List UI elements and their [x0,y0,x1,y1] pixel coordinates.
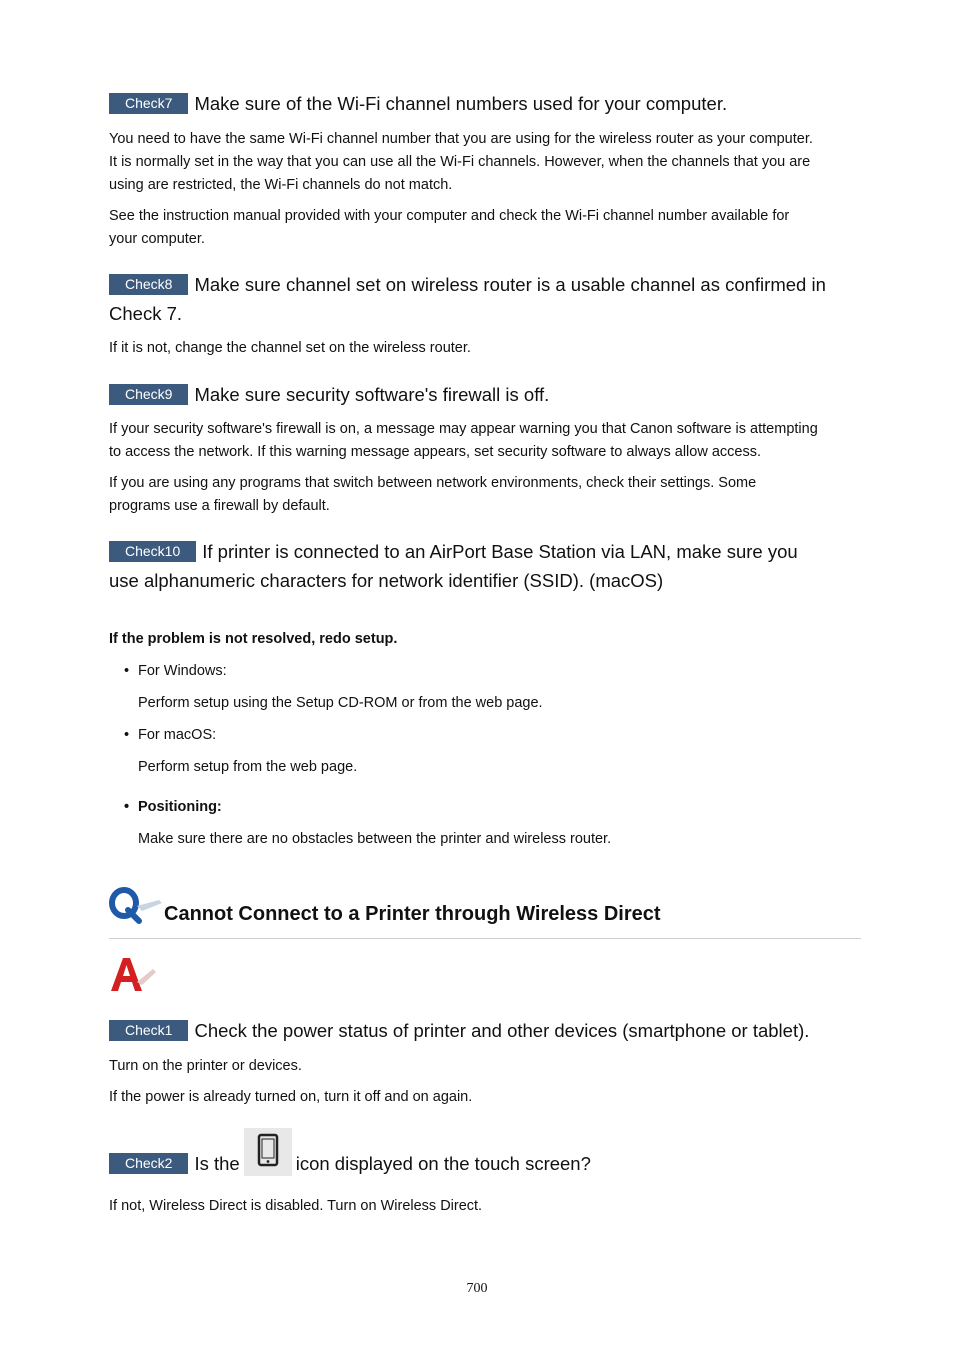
list-item-label: For Windows: [138,663,227,679]
list-item-positioning [124,796,222,818]
check9-p2-line-2: programs use a firewall by default. [109,498,330,514]
check7-badge: Check7 [109,93,188,114]
check7-p1-line-3: using are restricted, the Wi-Fi channels do not match. [109,177,453,193]
check9-heading [109,380,861,409]
bullet-dot: • [124,799,130,815]
list-item-positioning-text: Make sure there are no obstacles between the printer and wireless router. [138,831,612,847]
check7-p1-line-1: You need to have the same Wi-Fi channel number that you are using for the wireless router as your computer. [109,131,813,147]
check7-paragraph-2 [109,205,861,251]
check9-p1-line-2: to access the network. If this warning message appears, set security software to always allow access. [109,444,761,460]
check7-heading-text: Make sure of the Wi-Fi channel numbers used for your computer. [194,93,728,114]
check8-paragraph: If it is not, change the channel set on the wireless router. [109,340,471,356]
check10-badge: Check10 [109,541,196,562]
answer-check1-heading-text: Check the power status of printer and other devices (smartphone or tablet). [194,1020,810,1041]
answer-check1-paragraph-2: If the power is already turned on, turn it off and on again. [109,1089,473,1105]
list-item-label: Positioning: [138,799,222,815]
check9-p2-line-1: If you are using any programs that switch between network environments, check their settings. Some [109,475,757,491]
bullet-dot: • [124,727,130,743]
list-item-macos-text: Perform setup from the web page. [138,759,358,775]
smartphone-icon [244,1128,292,1176]
question-divider [109,938,861,939]
check8-heading-line-2: Check 7. [109,303,183,324]
check7-p1-line-2: It is normally set in the way that you can use all the Wi-Fi channels. However, when the channels that you are [109,154,811,170]
answer-check1-paragraph-1: Turn on the printer or devices. [109,1058,302,1074]
check10-heading-line-2: use alphanumeric characters for network identifier (SSID). (macOS) [109,570,664,591]
answer-check1-heading [109,1016,861,1045]
answer-check2-heading-post: icon displayed on the touch screen? [295,1153,591,1174]
check9-badge: Check9 [109,384,188,405]
check10-heading-line-1: If printer is connected to an AirPort Base Station via LAN, make sure you [202,541,798,562]
answer-check2-heading [109,1128,861,1188]
answer-check2-badge: Check2 [109,1153,188,1174]
check10-heading [109,537,861,595]
answer-check2-heading-pre: Is the [194,1153,240,1174]
list-item-macos [124,724,216,746]
list-item-windows [124,660,227,682]
check9-heading-text: Make sure security software's firewall is off. [194,384,550,405]
a-icon [109,954,159,994]
answer-check1-badge: Check1 [109,1020,188,1041]
check7-paragraph-1 [109,128,861,197]
check8-badge: Check8 [109,274,188,295]
check8-heading-line-1: Make sure channel set on wireless router is a usable channel as confirmed in [194,274,826,295]
check8-heading [109,270,861,328]
page-number: 700 [466,1281,488,1296]
answer-check2-paragraph: If not, Wireless Direct is disabled. Turn on Wireless Direct. [109,1198,483,1214]
redo-setup-title: If the problem is not resolved, redo setup. [109,631,398,647]
bullet-dot: • [124,663,130,679]
check7-p2-line-2: your computer. [109,231,205,247]
list-item-label: For macOS: [138,727,217,743]
check9-paragraph-2 [109,472,861,518]
list-item-windows-text: Perform setup using the Setup CD-ROM or from the web page. [138,695,543,711]
question-header [109,884,861,924]
question-title: Cannot Connect to a Printer through Wireless Direct [164,903,661,925]
check7-heading [109,89,861,118]
check7-p2-line-1: See the instruction manual provided with your computer and check the Wi-Fi channel number available for [109,208,790,224]
q-icon [109,884,163,924]
check9-p1-line-1: If your security software's firewall is on, a message may appear warning you that Canon software is attempting [109,421,818,437]
check9-paragraph-1 [109,418,861,464]
